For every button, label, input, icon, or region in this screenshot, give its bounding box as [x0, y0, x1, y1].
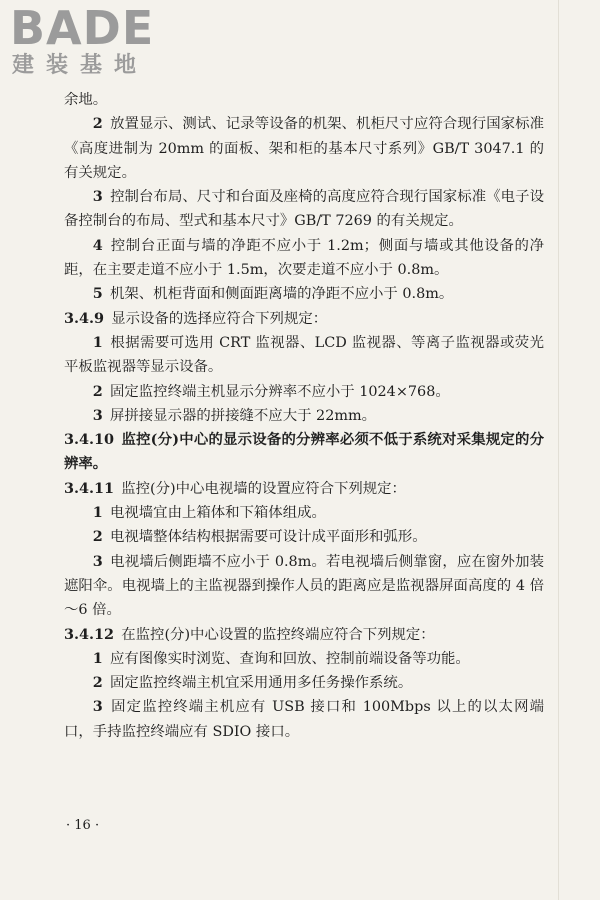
paragraph: [64, 88, 544, 112]
item-text: 屏拼接显示器的拼接缝不应大于 22mm。: [110, 407, 377, 424]
item-text: 机架、机柜背面和侧面距离墙的净距不应小于 0.8m。: [110, 286, 454, 303]
section-text: 监控(分)中心电视墙的设置应符合下列规定：: [121, 480, 406, 497]
bade-logo: [10, 1, 180, 84]
item-text: 电视墙宜由上箱体和下箱体组成。: [110, 505, 326, 522]
item-number: 3: [92, 698, 103, 716]
clause-item: [64, 404, 544, 428]
item-text: 根据需要可选用 CRT 监视器、LCD 监视器、等离子监视器或荧光平板监视器等显示设备。: [64, 334, 544, 376]
section-text: 监控(分)中心的显示设备的分辨率必须不低于系统对采集规定的分辨率。: [64, 431, 544, 473]
section-number: 3.4.12: [64, 625, 115, 643]
item-number: 3: [92, 406, 103, 424]
section-heading: [64, 623, 544, 647]
item-text: 电视墙后侧距墙不应小于 0.8m。若电视墙后侧靠窗，应在窗外加装遮阳伞。电视墙上的主监视器到操作人员的距离应是监视器屏面高度的 4 倍～6 倍。: [64, 553, 544, 619]
item-number: 3: [92, 188, 103, 206]
document-body: [64, 88, 544, 744]
clause-item: [64, 501, 544, 525]
item-number: 5: [92, 285, 103, 303]
mandatory-clause: [64, 428, 544, 477]
item-text: 控制台布局、尺寸和台面及座椅的高度应符合现行国家标准《电子设备控制台的布局、型式和基本尺寸》GB/T 7269 的有关规定。: [64, 189, 544, 230]
item-number: 1: [92, 504, 103, 522]
clause-item: [64, 282, 544, 306]
item-number: 2: [92, 528, 103, 546]
logo-text-en: BADE: [10, 1, 155, 55]
item-number: 4: [92, 236, 103, 254]
section-heading: [64, 307, 544, 331]
clause-item: [64, 647, 544, 671]
section-text: 在监控(分)中心设置的监控终端应符合下列规定：: [121, 626, 435, 643]
item-text: 固定监控终端主机显示分辨率不应小于 1024×768。: [110, 383, 450, 400]
item-number: 2: [92, 115, 103, 133]
item-number: 1: [92, 333, 103, 351]
item-number: 1: [92, 649, 103, 667]
item-text: 控制台正面与墙的净距不应小于 1.2m；侧面与墙或其他设备的净距，在主要走道不应小于 1.5m，次要走道不应小于 0.8m。: [64, 237, 544, 279]
item-text: 固定监控终端主机应有 USB 接口和 100Mbps 以上的以太网端口，手持监控终端应有 SDIO 接口。: [64, 699, 544, 740]
item-text: 应有图像实时浏览、查询和回放、控制前端设备等功能。: [110, 650, 470, 667]
item-text: 固定监控终端主机宜采用通用多任务操作系统。: [110, 675, 413, 692]
clause-item: [64, 550, 544, 623]
clause-item: [64, 525, 544, 549]
clause-item: [64, 671, 544, 695]
clause-item: [64, 380, 544, 404]
clause-item: [64, 185, 544, 234]
section-number: 3.4.11: [64, 479, 115, 497]
clause-item: [64, 112, 544, 185]
section-heading: [64, 477, 544, 501]
item-text: 放置显示、测试、记录等设备的机架、机柜尺寸应符合现行国家标准《高度进制为 20mm 的面板、架和柜的基本尺寸系列》GB/T 3047.1 的有关规定。: [64, 116, 544, 181]
item-text: 电视墙整体结构根据需要可设计成平面形和弧形。: [110, 529, 427, 546]
clause-item: [64, 331, 544, 380]
clause-item: [64, 234, 544, 283]
page-number: · 16 ·: [66, 818, 100, 833]
item-number: 2: [92, 674, 103, 692]
section-text: 显示设备的选择应符合下列规定：: [111, 310, 328, 327]
item-number: 3: [92, 552, 103, 570]
page-edge-line: [558, 0, 559, 900]
item-number: 2: [92, 382, 103, 400]
section-number: 3.4.10: [64, 431, 115, 449]
logo-text-cn: 建装基地: [12, 53, 149, 78]
paragraph-text: 余地。: [64, 92, 108, 108]
section-number: 3.4.9: [64, 309, 105, 327]
clause-item: [64, 695, 544, 744]
